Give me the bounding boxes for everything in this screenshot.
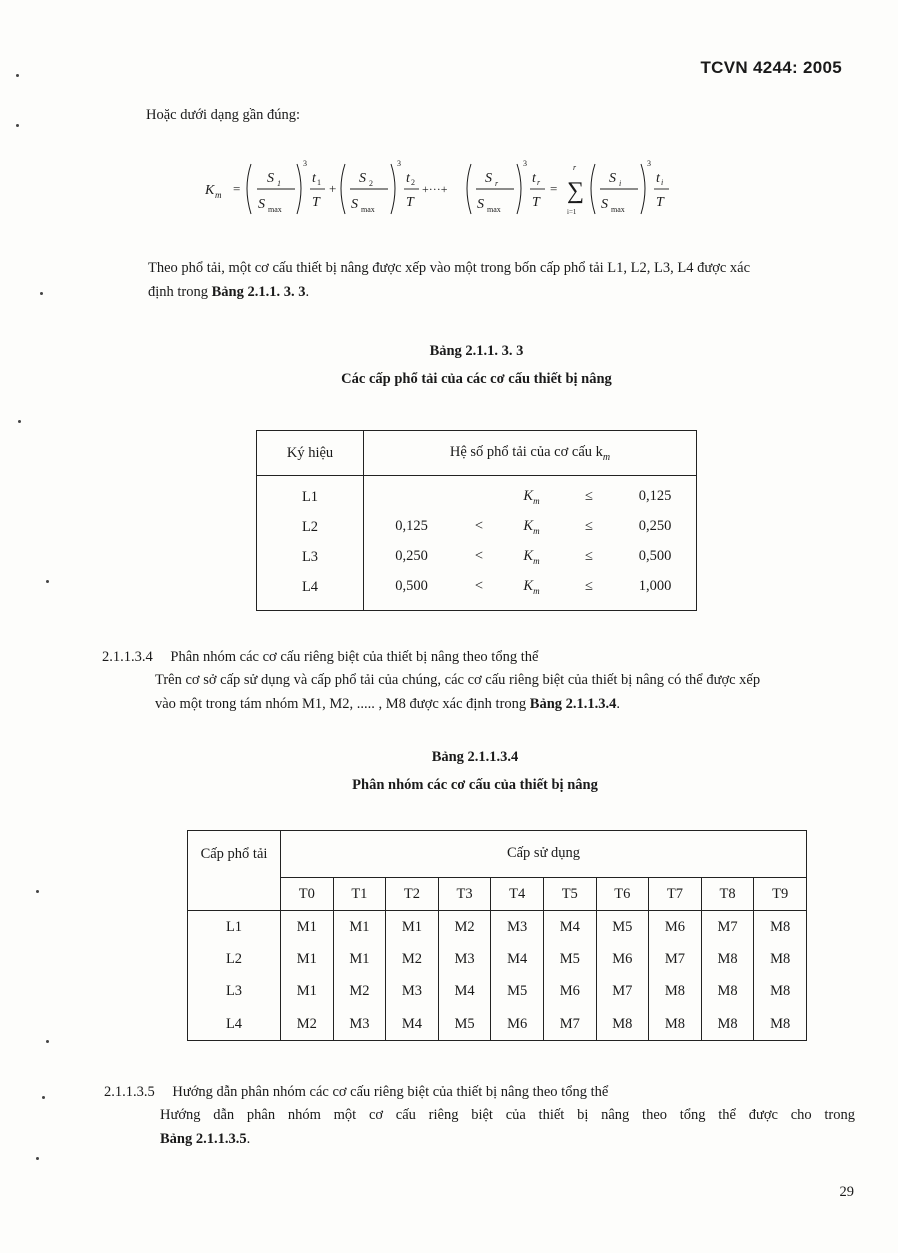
cell-le: ≤ [585, 518, 593, 535]
paragraph-line [148, 280, 848, 304]
formula-s1: S [267, 171, 274, 186]
formula-smax-2: S [351, 197, 358, 212]
table2-number: Bảng 2.1.1.3.4 [431, 749, 519, 765]
scan-speck [18, 420, 21, 423]
mechanism-group-cell: M5 [543, 943, 596, 975]
usage-class-header: T3 [438, 877, 491, 911]
paragraph-grouping [155, 668, 855, 716]
paragraph-line: Trên cơ sở cấp sử dụng và cấp phổ tải của chúng, các cơ cấu riêng biệt của thiết bị nâng có thể được xếp [155, 672, 761, 688]
cell-low: 0,250 [395, 548, 428, 565]
intro-text: Hoặc dưới dạng gần đúng: [146, 107, 301, 123]
table-row [188, 943, 807, 975]
table-header-row [188, 831, 807, 878]
mechanism-group-cell: M6 [649, 911, 702, 943]
document-standard-code: TCVN 4244: 2005 [700, 58, 842, 77]
usage-class-header: T1 [333, 877, 386, 911]
mechanism-group-cell: M8 [754, 943, 807, 975]
mechanism-group-cell: M2 [386, 943, 439, 975]
usage-class-header: T8 [701, 877, 754, 911]
paragraph-line [155, 692, 855, 716]
mechanism-group-cell: M7 [596, 976, 649, 1008]
mechanism-group-cell: M7 [649, 943, 702, 975]
svg-text:=: = [233, 181, 241, 196]
header-coefficient [364, 431, 697, 476]
section-heading-2-1-1-3-4 [102, 645, 538, 669]
paragraph-guidance [160, 1103, 855, 1151]
formula-t1-sub: 1 [317, 178, 321, 187]
mechanism-group-cell: M1 [333, 911, 386, 943]
table1-title: Các cấp phổ tải của các cơ cấu thiết bị nâng [341, 371, 612, 387]
mechanism-group-cell: M5 [596, 911, 649, 943]
svg-text:+: + [329, 181, 337, 196]
formula-sum-top: r [573, 163, 577, 172]
mechanism-group-cell: M6 [543, 976, 596, 1008]
cell-high: 0,125 [638, 488, 672, 505]
paragraph-text: . [246, 1131, 251, 1147]
section-title: Hướng dẫn phân nhóm các cơ cấu riêng biệt của thiết bị nâng theo tổng thể [172, 1084, 609, 1100]
mechanism-group-cell: M8 [701, 943, 754, 975]
mechanism-group-cell: M8 [754, 976, 807, 1008]
table-header-row [257, 431, 697, 476]
usage-class-header: T0 [281, 877, 334, 911]
table-reference: Bảng 2.1.1. 3. 3 [211, 284, 306, 300]
cell-low: 0,500 [395, 578, 428, 595]
row-load-spectrum: L2 [188, 943, 281, 975]
mechanism-group-cell: M2 [281, 1008, 334, 1040]
table-row [188, 911, 807, 943]
mechanism-group-cell: M3 [438, 943, 491, 975]
mechanism-group-cell: M8 [701, 976, 754, 1008]
formula-si-sub: i [619, 179, 622, 188]
mechanism-group-cell: M7 [543, 1008, 596, 1040]
mechanism-group-cell: M5 [491, 976, 544, 1008]
usage-class-header: T7 [649, 877, 702, 911]
cell-k: $K_m$ [523, 548, 540, 566]
mechanism-group-cell: M4 [386, 1008, 439, 1040]
section-number: 2.1.1.3.4 [102, 649, 153, 665]
formula-s2-sub: 2 [369, 179, 373, 188]
formula-T-r: T [532, 195, 540, 210]
usage-class-header: T5 [543, 877, 596, 911]
scan-speck [46, 1040, 49, 1043]
formula-ti-sub: i [661, 178, 664, 187]
formula-exp-2: 3 [397, 159, 401, 168]
header-blank [188, 877, 281, 911]
usage-class-header: T2 [386, 877, 439, 911]
table-row [257, 542, 697, 572]
cell-high: 0,500 [638, 548, 672, 565]
cell-lt: < [474, 578, 484, 595]
mechanism-group-cell: M8 [649, 976, 702, 1008]
header-load-spectrum: Cấp phổ tải [188, 831, 281, 878]
header-coefficient-sub: m [602, 451, 611, 463]
formula-exp-1: 3 [303, 159, 307, 168]
paragraph-line [160, 1127, 855, 1151]
mechanism-group-cell: M4 [491, 943, 544, 975]
mechanism-group-cell: M1 [386, 911, 439, 943]
load-spectrum-table [256, 430, 697, 611]
formula-dots: +···+ [422, 182, 448, 196]
cell-le: ≤ [585, 548, 593, 565]
cell-k: $K_m$ [523, 488, 540, 506]
cell-le: ≤ [585, 578, 593, 595]
paragraph-text: vào một trong tám nhóm M1, M2, ..... , M8 được xác định trong [155, 696, 530, 712]
mechanism-group-cell: M4 [438, 976, 491, 1008]
scan-speck [16, 124, 19, 127]
row-load-spectrum: L3 [188, 976, 281, 1008]
scan-speck [46, 580, 49, 583]
cell-high: 0,250 [638, 518, 672, 535]
row-label: L1 [257, 476, 364, 513]
mechanism-group-cell: M1 [281, 911, 334, 943]
section-number: 2.1.1.3.5 [104, 1084, 155, 1100]
table-row [188, 976, 807, 1008]
formula-sr-sub: r [495, 179, 499, 188]
formula-smax-1: S [258, 197, 265, 212]
mechanism-group-cell: M6 [596, 943, 649, 975]
cell-k: $K_m$ [523, 518, 540, 536]
mechanism-group-cell: M7 [701, 911, 754, 943]
formula-tr-sub: r [537, 178, 541, 187]
table-row [257, 512, 697, 542]
mechanism-group-table [187, 830, 807, 1041]
paragraph-text: định trong [148, 284, 212, 300]
formula-lhs: K [205, 183, 215, 198]
formula-ti: t [656, 171, 660, 186]
header-coefficient-text: Hệ số phổ tải của cơ cấu k [449, 443, 603, 460]
row-label: L4 [257, 572, 364, 611]
formula-lhs-sub: m [215, 190, 222, 200]
mechanism-group-cell: M1 [333, 943, 386, 975]
row-load-spectrum: L1 [188, 911, 281, 943]
mechanism-group-cell: M3 [333, 1008, 386, 1040]
header-symbol: Ký hiệu [257, 431, 364, 476]
mechanism-group-cell: M8 [701, 1008, 754, 1040]
mechanism-group-cell: M1 [281, 943, 334, 975]
usage-class-row [188, 877, 807, 911]
mechanism-group-cell: M8 [754, 1008, 807, 1040]
scan-speck [16, 74, 19, 77]
mechanism-group-cell: M4 [543, 911, 596, 943]
formula-si: S [609, 171, 616, 186]
svg-text:=: = [550, 181, 558, 196]
formula-tr: t [532, 171, 536, 186]
paragraph-line: Theo phổ tải, một cơ cấu thiết bị nâng được xếp vào một trong bốn cấp phổ tải L1, L2, L3, L4 được xác [148, 260, 751, 276]
usage-class-header: T9 [754, 877, 807, 911]
cell-k: $K_m$ [523, 578, 540, 596]
table-reference: Bảng 2.1.1.3.4 [529, 696, 617, 712]
formula-exp-r: 3 [523, 159, 527, 168]
mechanism-group-cell: M8 [649, 1008, 702, 1040]
cell-low: 0,125 [395, 518, 428, 535]
formula-smax-sub-2: max [361, 205, 375, 214]
paragraph-line: Hướng dẫn phân nhóm một cơ cấu riêng biệt của thiết bị nâng theo tổng thể được cho trong [160, 1107, 855, 1123]
row-label: L3 [257, 542, 364, 572]
scan-speck [40, 292, 43, 295]
table-row [188, 1008, 807, 1040]
section-heading-2-1-1-3-5 [104, 1080, 608, 1104]
usage-class-header: T6 [596, 877, 649, 911]
mechanism-group-cell: M2 [438, 911, 491, 943]
table-reference: Bảng 2.1.1.3.5 [160, 1131, 247, 1147]
paragraph-text: . [616, 696, 621, 712]
formula-T-i: T [656, 195, 664, 210]
formula-smax-r: S [477, 197, 484, 212]
paragraph-text: . [305, 284, 310, 300]
table-row [257, 572, 697, 611]
formula-sum-sign: ∑ [567, 178, 585, 204]
formula-T-2: T [406, 195, 414, 210]
table2-title: Phân nhóm các cơ cấu của thiết bị nâng [352, 777, 598, 793]
scan-speck [36, 890, 39, 893]
row-load-spectrum: L4 [188, 1008, 281, 1040]
formula-smax-sub-1: max [268, 205, 282, 214]
section-title: Phân nhóm các cơ cấu riêng biệt của thiết bị nâng theo tổng thể [170, 649, 539, 665]
load-spectrum-formula [205, 156, 675, 218]
cell-high: 1,000 [638, 578, 672, 595]
mechanism-group-cell: M8 [596, 1008, 649, 1040]
formula-t2-sub: 2 [411, 178, 415, 187]
page-number: 29 [839, 1184, 854, 1200]
cell-le: ≤ [585, 488, 593, 505]
mechanism-group-cell: M1 [281, 976, 334, 1008]
formula-t2: t [406, 171, 410, 186]
formula-s1-sub: 1 [277, 179, 281, 188]
scan-speck [36, 1157, 39, 1160]
scan-speck [42, 1096, 45, 1099]
formula-t1: t [312, 171, 316, 186]
mechanism-group-cell: M2 [333, 976, 386, 1008]
mechanism-group-cell: M5 [438, 1008, 491, 1040]
formula-smax-sub-i: max [611, 205, 625, 214]
formula-svg [205, 156, 675, 218]
cell-lt: < [474, 548, 484, 565]
formula-sum-bottom: i=1 [567, 208, 577, 216]
formula-exp-i: 3 [647, 159, 651, 168]
paragraph-load-spectrum [148, 256, 848, 304]
mechanism-group-cell: M6 [491, 1008, 544, 1040]
mechanism-group-cell: M3 [491, 911, 544, 943]
formula-smax-i: S [601, 197, 608, 212]
mechanism-group-cell: M8 [754, 911, 807, 943]
usage-class-header: T4 [491, 877, 544, 911]
table1-number: Bảng 2.1.1. 3. 3 [429, 343, 524, 359]
formula-sr: S [485, 171, 492, 186]
header-usage-class: Cấp sử dụng [281, 831, 807, 878]
row-label: L2 [257, 512, 364, 542]
formula-smax-sub-r: max [487, 205, 501, 214]
formula-s2: S [359, 171, 366, 186]
table-row [257, 476, 697, 513]
mechanism-group-cell: M3 [386, 976, 439, 1008]
cell-lt: < [474, 518, 484, 535]
formula-T-1: T [312, 195, 320, 210]
